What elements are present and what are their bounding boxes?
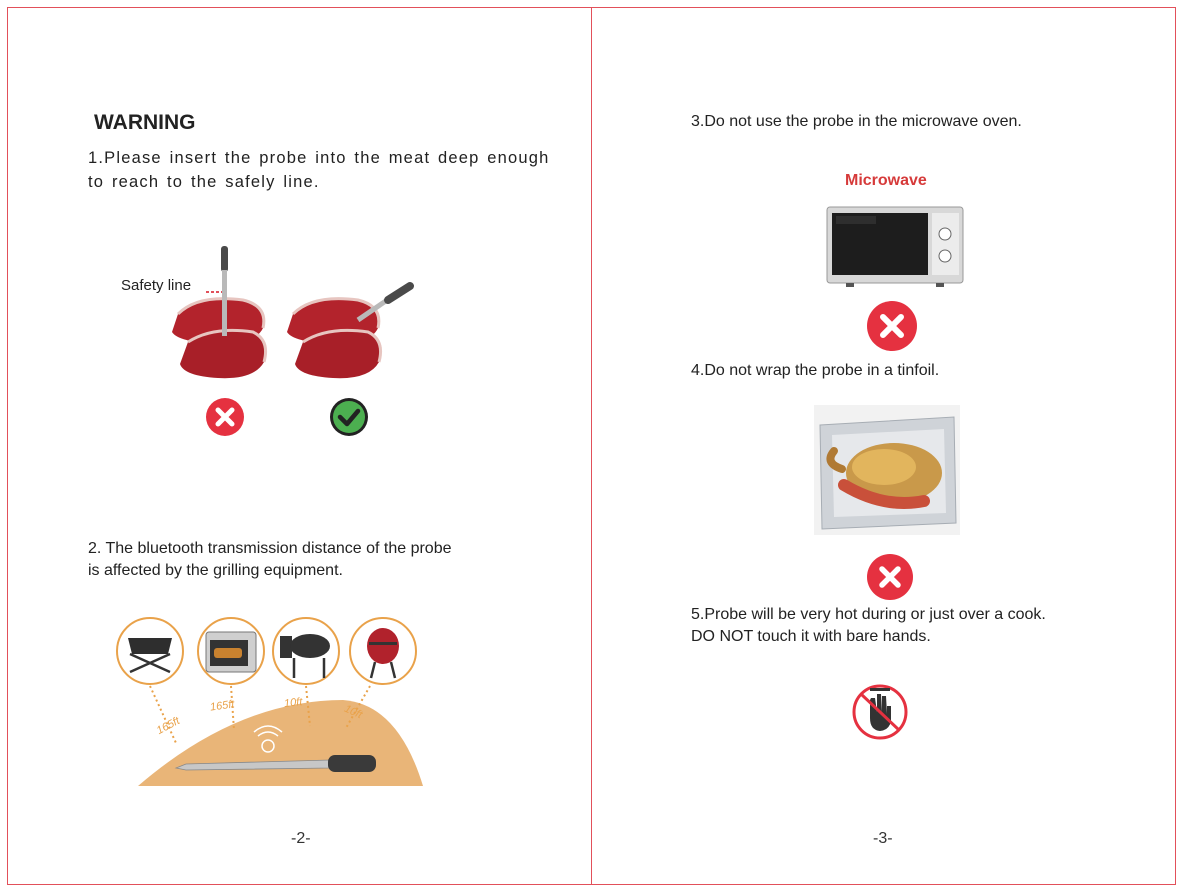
instruction-5-line2: DO NOT touch it with bare hands. [691, 628, 931, 645]
warning-heading: WARNING [94, 111, 196, 134]
grill-2-icon [198, 618, 264, 684]
grill-1-icon [117, 618, 183, 684]
microwave-icon [826, 206, 964, 288]
right-page [591, 7, 1176, 885]
range-arc [138, 700, 423, 786]
tinfoil-chicken-icon [814, 405, 960, 535]
cross-icon [205, 397, 245, 437]
instruction-3: 3.Do not use the probe in the microwave oven. [691, 113, 1022, 130]
microwave-label: Microwave [845, 172, 927, 189]
instruction-2-line2: is affected by the grilling equipment. [88, 562, 343, 579]
no-touch-hand-icon [850, 682, 910, 742]
distance-label-1: 165ft [154, 714, 182, 738]
distance-label-3: 10ft [283, 696, 303, 710]
page-number: -2- [291, 830, 311, 847]
check-icon [329, 397, 369, 437]
cross-icon [866, 553, 914, 601]
cross-icon [866, 300, 918, 352]
instruction-5 [691, 604, 1161, 648]
bluetooth-distance-figure [98, 608, 463, 788]
steak-wrong-icon [172, 246, 266, 378]
instruction-2-line1: 2. The bluetooth transmission distance of the probe [88, 540, 452, 557]
left-page [7, 7, 593, 885]
instruction-4: 4.Do not wrap the probe in a tinfoil. [691, 362, 940, 379]
grill-3-icon [273, 618, 339, 684]
meat-probe-figure [158, 236, 418, 396]
instruction-1: 1.Please insert the probe into the meat deep enough to reach to the safely line. [88, 149, 550, 191]
distance-label-4: 10ft [342, 702, 365, 722]
safety-line-label: Safety line [121, 277, 192, 294]
page-number: -3- [873, 830, 893, 847]
steak-right-icon [287, 286, 410, 378]
grill-4-icon [350, 618, 416, 684]
instruction-5-line1: 5.Probe will be very hot during or just over a cook. [691, 606, 1046, 623]
distance-label-2: 165ft [209, 698, 236, 714]
instruction-2 [88, 538, 568, 582]
